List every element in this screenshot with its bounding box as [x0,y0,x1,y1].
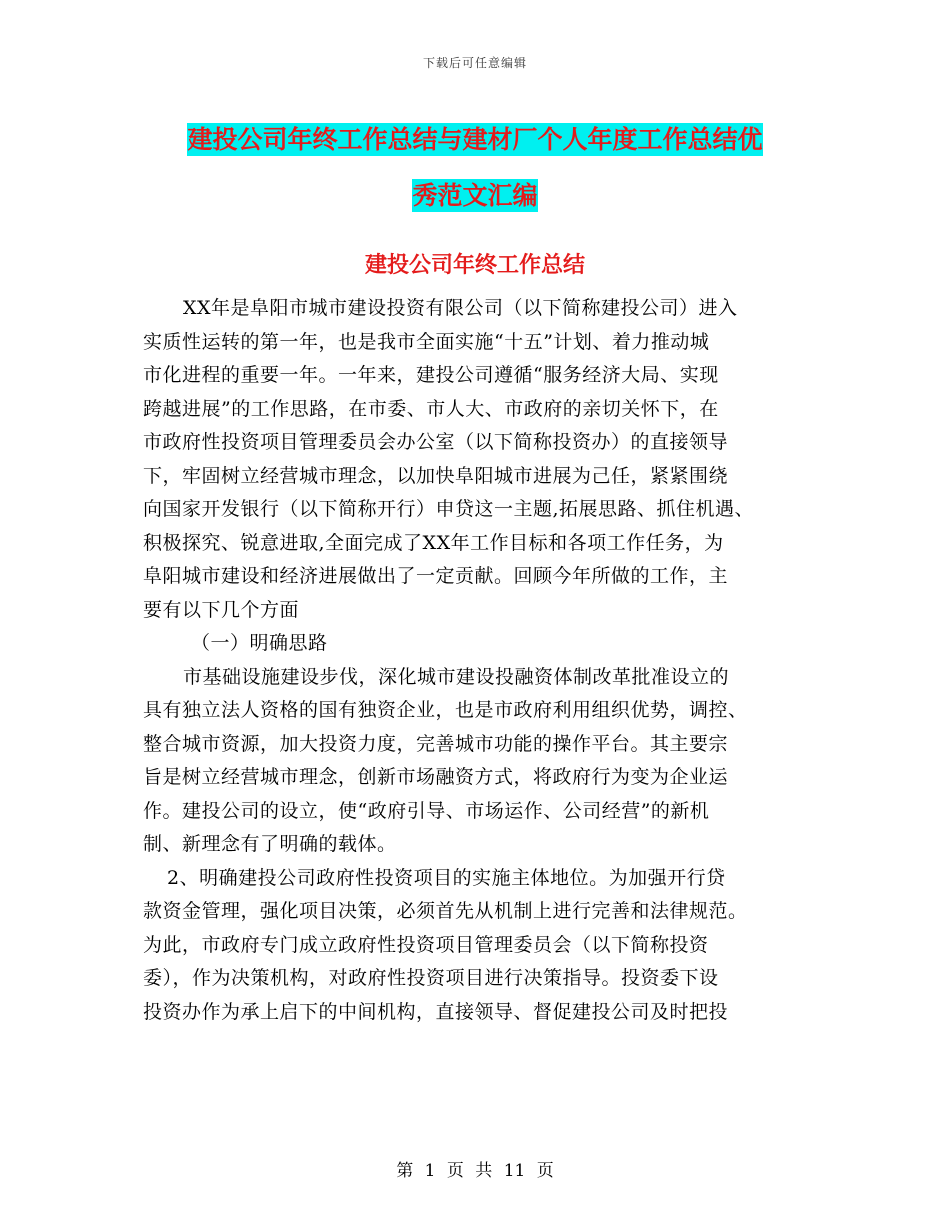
page-footer [0,1156,950,1181]
body-line: 款资金管理，强化项目决策，必须首先从机制上进行完善和法律规范。 [143,900,748,922]
body-line: 积极探究、锐意进取,全面完成了XX年工作目标和各项工作任务，为 [143,531,724,554]
body-line: 要有以下几个方面 [143,598,300,621]
body-line: 投资办作为承上启下的中间机构，直接领导、督促建投公司及时把投 [143,1000,729,1023]
page-number: 第 1 页 共 11 页 [396,1161,554,1181]
body-line: 下，牢固树立经营城市理念，以加快阜阳城市进展为己任，紧紧围绕 [143,464,729,487]
section-title: 建投公司年终工作总结 [364,252,585,278]
body-line: 市化进程的重要一年。一年来，建投公司遵循“服务经济大局、实现 [143,364,719,386]
body-line: 具有独立法人资格的国有独资企业，也是市政府利用组织优势，调控、 [143,699,748,721]
body-line: 市基础设施建设步伐，深化城市建设投融资体制改革批准设立的 [183,665,730,688]
document-title [0,112,950,224]
body-line: 为此，市政府专门成立政府性投资项目管理委员会（以下简称投资 [143,933,709,956]
body-line: 制、新理念有了明确的载体。 [143,833,397,855]
body-line: 2、明确建投公司政府性投资项目的实施主体地位。为加强开行贷 [167,866,726,889]
body-line: 跨越进展”的工作思路，在市委、市人大、市政府的亲切关怀下，在 [143,397,719,420]
title-line-1: 建投公司年终工作总结与建材厂个人年度工作总结优 [187,125,763,154]
body-line: 旨是树立经营城市理念，创新市场融资方式，将政府行为变为企业运 [143,766,729,788]
body-line: 作。建投公司的设立，使“政府引导、市场运作、公司经营”的新机 [143,799,710,822]
body-text [143,292,833,1029]
body-line: 整合城市资源，加大投资力度，完善城市功能的操作平台。其主要宗 [143,732,729,755]
body-line: 向国家开发银行（以下简称开行）申贷这一主题,拓展思路、抓住机遇、 [143,498,755,520]
subheading: （一）明确思路 [191,632,328,654]
body-line: 实质性运转的第一年，也是我市全面实施“十五”计划、着力推动城 [143,330,710,353]
body-line: 阜阳城市建设和经济进展做出了一定贡献。回顾今年所做的工作，主 [143,565,729,587]
body-line: 市政府性投资项目管理委员会办公室（以下简称投资办）的直接领导 [143,431,729,453]
body-line: 委），作为决策机构，对政府性投资项目进行决策指导。投资委下设 [143,967,719,989]
title-line-2: 秀范文汇编 [412,181,538,210]
header-note: 下载后可任意编辑 [422,56,527,70]
body-line: XX年是阜阳市城市建设投资有限公司（以下简称建投公司）进入 [183,297,738,319]
